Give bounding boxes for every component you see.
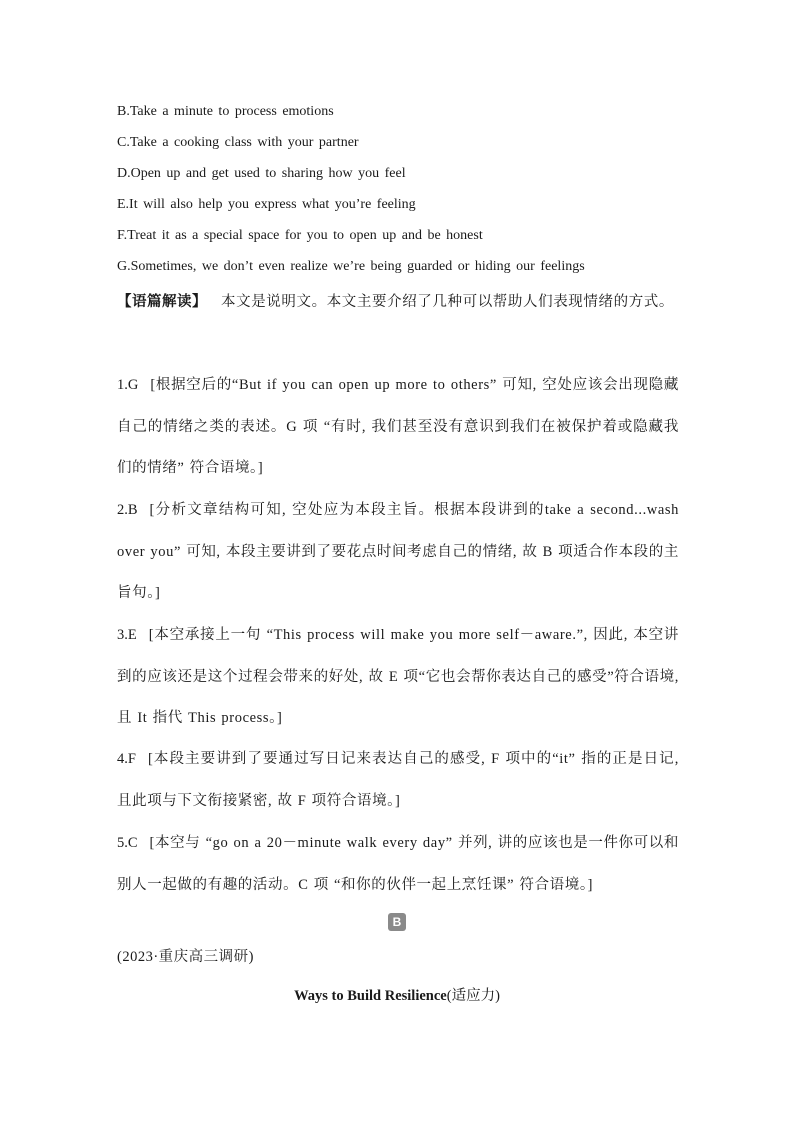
answer-explanation: [分析文章结构可知, 空处应为本段主旨。根据本段讲到的take a second...wash over you” 可知, 本段主要讲到了要花点时间考虑自己的情绪, 故 B 项适合作本段的主旨句。] <box>117 502 679 601</box>
analysis-paragraph <box>117 282 679 324</box>
answer-1 <box>117 365 679 490</box>
passage-title <box>0 985 794 1007</box>
answer-explanation: [根据空后的“But if you can open up more to others” 可知, 空处应该会出现隐藏自己的情绪之类的表述。G 项 “有时, 我们甚至没有意识到我们在被保护着或隐藏我们的情绪” 符合语境。] <box>117 377 679 476</box>
answer-5 <box>117 823 679 906</box>
analysis-label: 【语篇解读】 <box>117 294 207 310</box>
answer-4 <box>117 739 679 822</box>
answer-2 <box>117 490 679 615</box>
answer-3 <box>117 615 679 740</box>
passage-title-english: Ways to Build Resilience <box>294 988 447 1004</box>
answer-number: 5.C <box>117 835 138 851</box>
passage-title-chinese: (适应力) <box>446 988 500 1004</box>
source-note: (2023·重庆高三调研) <box>117 949 254 965</box>
answer-explanation: [本段主要讲到了要通过写日记来表达自己的感受, F 项中的“it” 指的正是日记, 且此项与下文衔接紧密, 故 F 项符合语境。] <box>117 751 679 809</box>
option-c: C.Take a cooking class with your partner <box>117 135 359 150</box>
option-b: B.Take a minute to process emotions <box>117 104 334 119</box>
answer-number: 1.G <box>117 377 139 393</box>
analysis-text: 本文是说明文。本文主要介绍了几种可以帮助人们表现情绪的方式。 <box>221 294 674 310</box>
answer-explanation: [本空与 “go on a 20－minute walk every day” 并列, 讲的应该也是一件你可以和别人一起做的有趣的活动。C 项 “和你的伙伴一起上烹饪课” 符合语境。] <box>117 835 679 893</box>
option-e: E.It will also help you express what you’re feeling <box>117 197 416 212</box>
answer-number: 4.F <box>117 751 136 767</box>
answer-explanation: [本空承接上一句 “This process will make you more self－aware.”, 因此, 本空讲到的应该还是这个过程会带来的好处, 故 E 项“它也会帮你表达自己的感受”符合语境, 且 It 指代 This process。] <box>117 627 679 726</box>
answer-number: 3.E <box>117 627 137 643</box>
option-g: G.Sometimes, we don’t even realize we’re being guarded or hiding our feelings <box>117 259 585 274</box>
option-d: D.Open up and get used to sharing how you feel <box>117 166 406 181</box>
answer-number: 2.B <box>117 502 138 518</box>
section-badge: B <box>388 913 406 931</box>
option-f: F.Treat it as a special space for you to open up and be honest <box>117 228 483 243</box>
